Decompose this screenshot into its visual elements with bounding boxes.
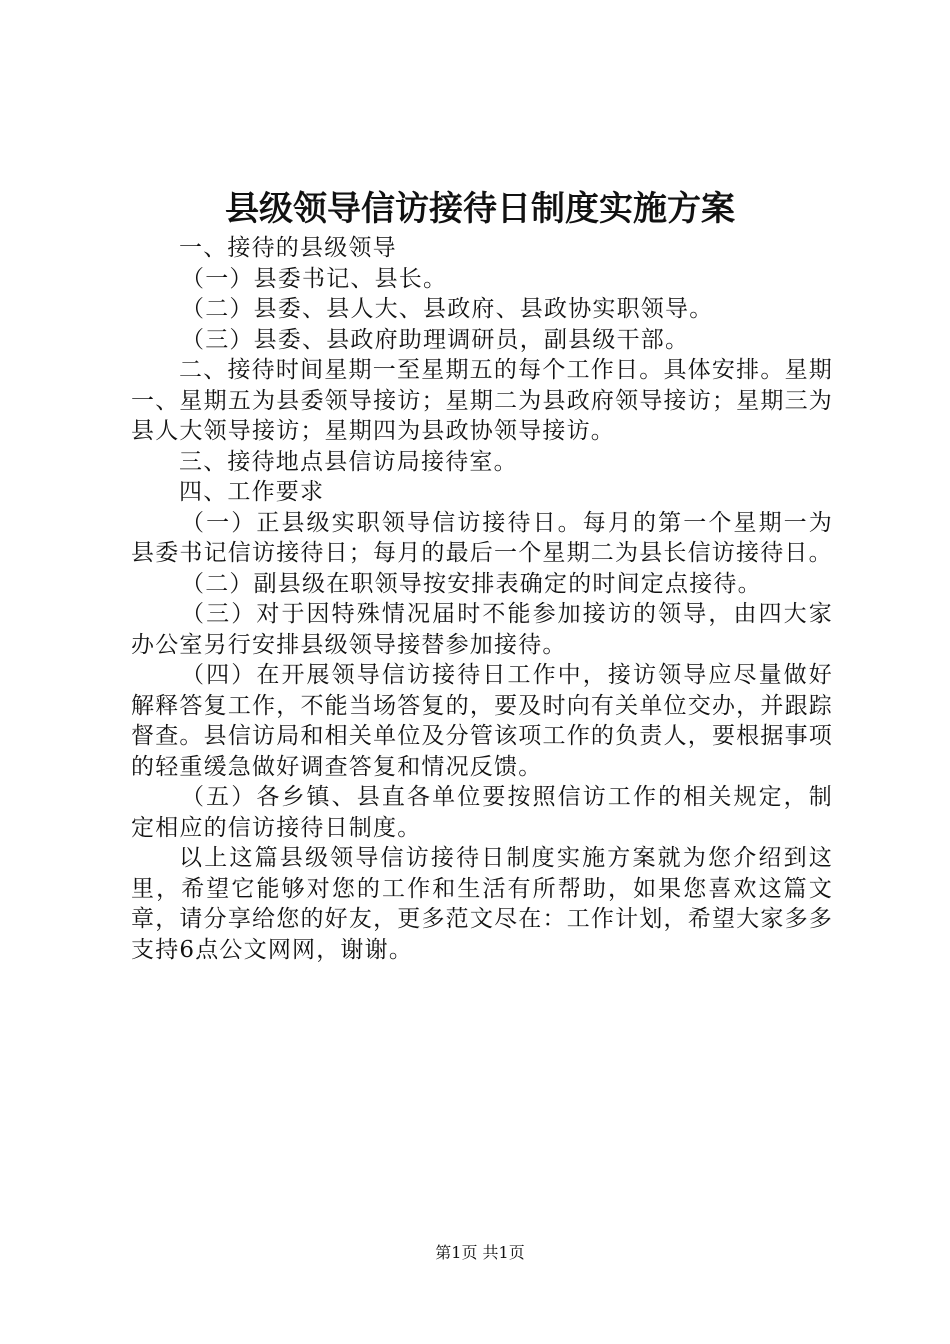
document-body [131, 233, 833, 965]
section-heading-2: 二、接待时间星期一至星期五的每个工作日。具体安排。星期一、星期五为县委领导接访；星期二为县政府领导接访；星期三为县人大领导接访；星期四为县政协领导接访。 [131, 357, 833, 444]
section-heading-3: 三、接待地点县信访局接待室。 [179, 448, 518, 475]
list-item: （二）县委、县人大、县政府、县政协实职领导。 [181, 296, 714, 322]
page-footer: 第1页 共1页 [435, 1243, 525, 1262]
section-heading-1: 一、接待的县级领导 [179, 235, 397, 261]
list-item: （一）县委书记、县长。 [181, 265, 448, 292]
list-item: （三）对于因特殊情况届时不能参加接访的领导，由四大家办公室另行安排县级领导接替参加接待。 [131, 601, 833, 658]
list-item: （五）各乡镇、县直各单位要按照信访工作的相关规定，制定相应的信访接待日制度。 [131, 784, 833, 841]
document-title: 县级领导信访接待日制度实施方案 [225, 189, 735, 229]
closing-paragraph: 以上这篇县级领导信访接待日制度实施方案就为您介绍到这里，希望它能够对您的工作和生活有所帮助，如果您喜欢这篇文章，请分享给您的好友，更多范文尽在：工作计划，希望大家多多支持6点公文网网，谢谢。 [131, 845, 833, 963]
list-item: （一）正县级实职领导信访接待日。每月的第一个星期一为县委书记信访接待日；每月的最后一个星期二为县长信访接待日。 [131, 509, 833, 566]
list-item: （四）在开展领导信访接待日工作中，接访领导应尽量做好解释答复工作，不能当场答复的，要及时向有关单位交办，并跟踪督查。县信访局和相关单位及分管该项工作的负责人，要根据事项的轻重缓急做好调查答复和情况反馈。 [131, 662, 833, 780]
list-item: （二）副县级在职领导按安排表确定的时间定点接待。 [181, 570, 762, 597]
section-heading-4: 四、工作要求 [179, 479, 325, 505]
list-item: （三）县委、县政府助理调研员，副县级干部。 [181, 326, 690, 353]
